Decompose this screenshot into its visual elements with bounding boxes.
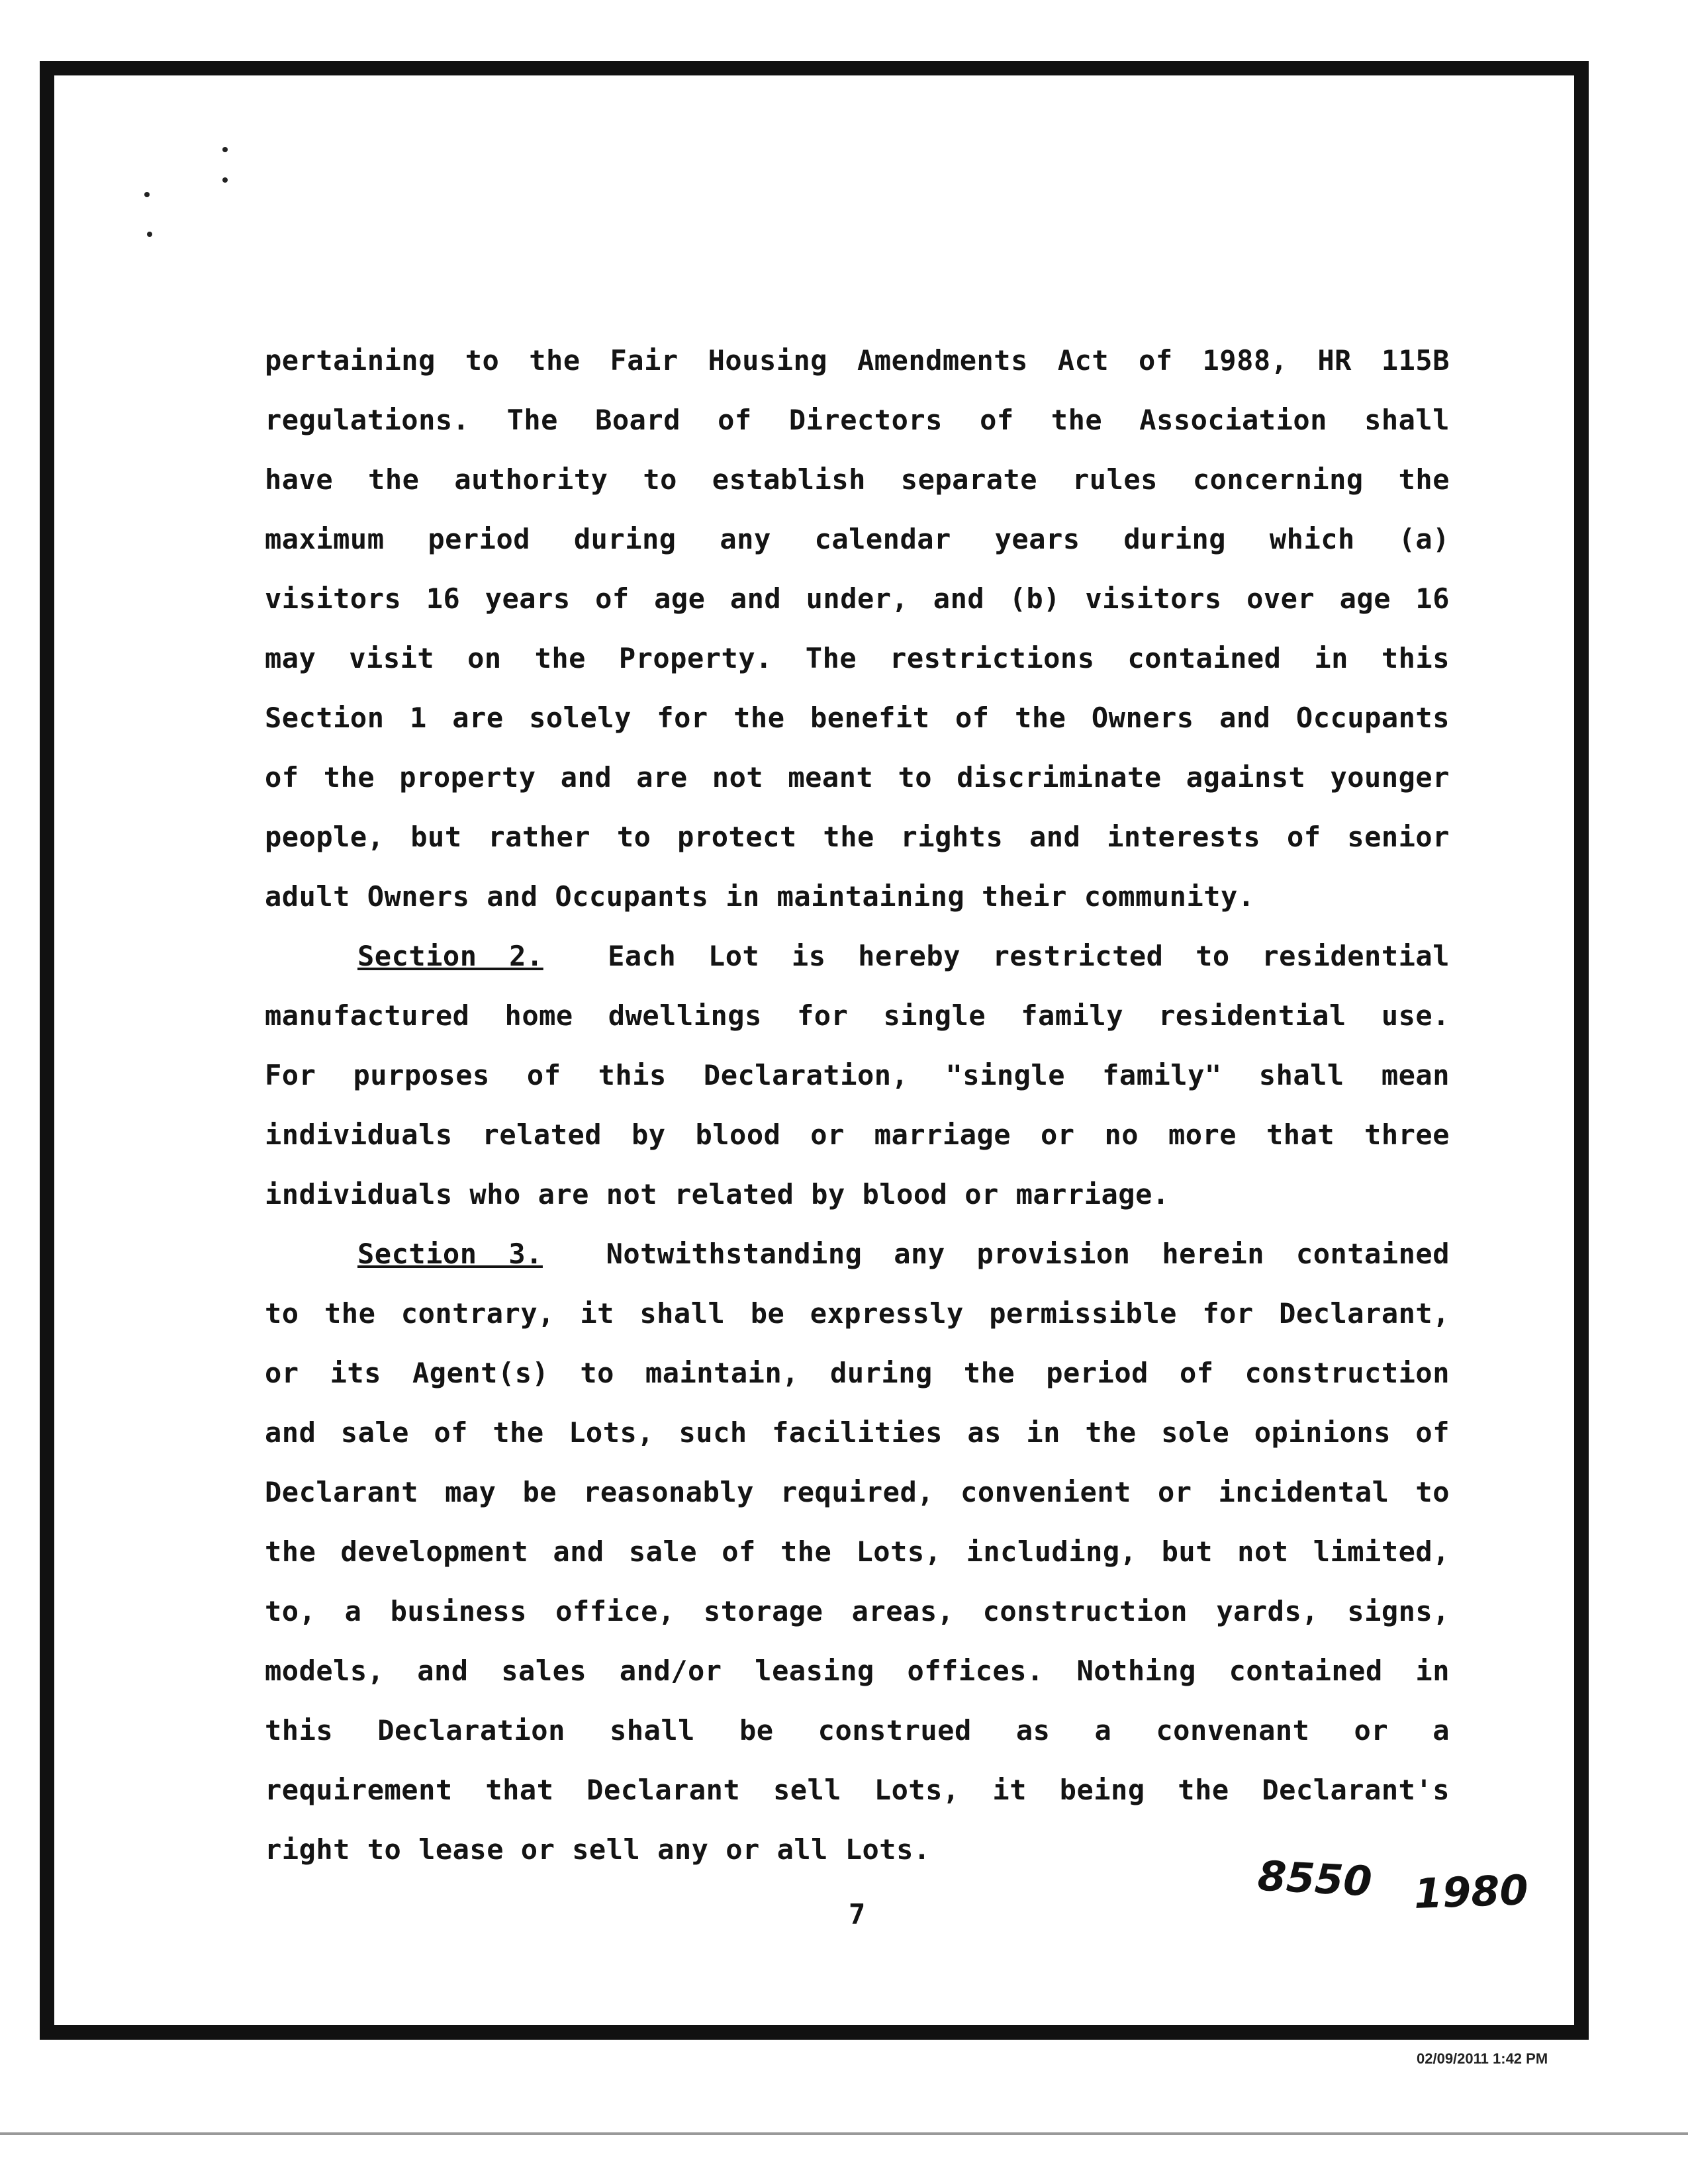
text-line: to the contrary, it shall be expressly permissible for Declarant, [265, 1297, 1450, 1330]
section-heading-line [265, 1224, 1450, 1284]
text-line: have the authority to establish separate rules concerning the [265, 463, 1450, 496]
text-line: maximum period during any calendar years during which (a) [265, 523, 1450, 555]
text-line: Section 1 are solely for the benefit of the Owners and Occupants [265, 702, 1450, 734]
scan-frame-top [40, 61, 1589, 75]
text-line: Declarant may be reasonably required, convenient or incidental to [265, 1476, 1450, 1508]
bottom-divider [0, 2132, 1688, 2135]
text-line: and sale of the Lots, such facilities as in the sole opinions of [265, 1416, 1450, 1449]
recording-book-number: 8550 [1256, 1851, 1374, 1906]
text-line: manufactured home dwellings for single family residential use. [265, 999, 1450, 1032]
recording-page-number: 1980 [1413, 1866, 1529, 1918]
text-line: pertaining to the Fair Housing Amendments Act of 1988, HR 115B [265, 344, 1450, 377]
text-line: requirement that Declarant sell Lots, it being the Declarant's [265, 1774, 1450, 1806]
text-line: regulations. The Board of Directors of the Association shall [265, 404, 1450, 436]
page-number: 7 [849, 1898, 866, 1931]
text-line: the development and sale of the Lots, including, but not limited, [265, 1535, 1450, 1568]
scan-speck [147, 232, 152, 237]
scan-timestamp: 02/09/2011 1:42 PM [1417, 2050, 1548, 2067]
text-line: individuals who are not related by blood or marriage. [265, 1178, 1170, 1210]
text-line: may visit on the Property. The restrictions contained in this [265, 642, 1450, 674]
scan-frame-bottom [40, 2025, 1589, 2040]
text-line: visitors 16 years of age and under, and (b) visitors over age 16 [265, 582, 1450, 615]
text-line: models, and sales and/or leasing offices. Nothing contained in [265, 1655, 1450, 1687]
document-body [265, 331, 1450, 1880]
section-2-label: Section 2. [357, 940, 543, 972]
paragraph-section-3 [265, 1224, 1450, 1880]
scan-speck [222, 147, 228, 152]
paragraph-1 [265, 331, 1450, 927]
text-line: right to lease or sell any or all Lots. [265, 1833, 931, 1866]
text-line: this Declaration shall be construed as a convenant or a [265, 1714, 1450, 1747]
paragraph-section-2 [265, 927, 1450, 1224]
scan-frame-right [1574, 61, 1589, 2040]
text-line: For purposes of this Declaration, "single family" shall mean [265, 1059, 1450, 1091]
text-line: or its Agent(s) to maintain, during the period of construction [265, 1357, 1450, 1389]
text-line: adult Owners and Occupants in maintaining their community. [265, 880, 1255, 913]
text-line: individuals related by blood or marriage or no more that three [265, 1118, 1450, 1151]
section-3-first-line: Notwithstanding any provision herein contained [606, 1238, 1450, 1270]
scan-speck [222, 177, 228, 183]
section-3-label: Section 3. [357, 1238, 543, 1270]
scan-frame-left [40, 61, 54, 2040]
text-line: to, a business office, storage areas, construction yards, signs, [265, 1595, 1450, 1627]
text-line: of the property and are not meant to discriminate against younger [265, 761, 1450, 794]
section-2-first-line: Each Lot is hereby restricted to residential [608, 940, 1450, 972]
section-heading-line [265, 927, 1450, 986]
scan-speck [144, 192, 150, 197]
text-line: people, but rather to protect the rights and interests of senior [265, 821, 1450, 853]
